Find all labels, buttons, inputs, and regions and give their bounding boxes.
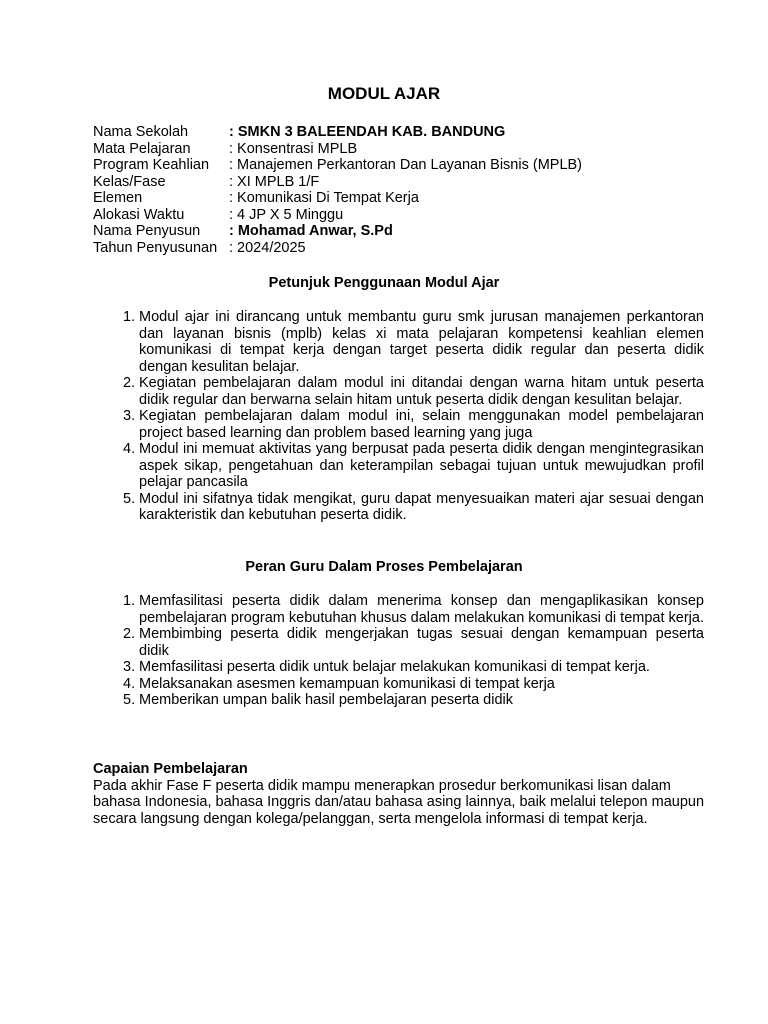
info-value: : Komunikasi Di Tempat Kerja xyxy=(229,190,419,206)
info-label: Program Keahlian xyxy=(93,157,210,173)
list-item xyxy=(93,593,704,626)
capaian-section xyxy=(93,761,713,827)
list-item-text: Memfasilitasi peserta didik untuk belajar melakukan komunikasi di tempat kerja. xyxy=(139,659,650,675)
list-item xyxy=(93,375,704,408)
list-number: 4. xyxy=(123,675,136,692)
list-item-text: Memberikan umpan balik hasil pembelajaran peserta didik xyxy=(139,692,513,708)
list-item xyxy=(93,408,704,441)
list-item xyxy=(93,692,704,709)
list-item-text: Kegiatan pembelajaran dalam modul ini ditandai dengan warna hitam untuk peserta didik regular dan berwarna selain hitam untuk peserta didik dengan kesulitan belajar. xyxy=(139,375,704,408)
info-value: : SMKN 3 BALEENDAH KAB. BANDUNG xyxy=(229,124,506,140)
info-value: : 4 JP X 5 Minggu xyxy=(229,206,344,223)
info-value: : XI MPLB 1/F xyxy=(229,173,320,190)
peran-list xyxy=(93,593,704,709)
list-number: 2. xyxy=(123,626,136,642)
list-item-text: Kegiatan pembelajaran dalam modul ini, selain menggunakan model pembelajaran project based learning dan problem based learning yang juga xyxy=(139,408,704,441)
info-row-year xyxy=(93,240,582,257)
info-value: : Mohamad Anwar, S.Pd xyxy=(229,223,393,239)
info-value: : Manajemen Perkantoran Dan Layanan Bisnis (MPLB) xyxy=(229,157,583,173)
info-label: Alokasi Waktu xyxy=(93,206,185,223)
info-label: Mata Pelajaran xyxy=(93,140,191,157)
info-row-class xyxy=(93,174,582,191)
list-item xyxy=(93,659,704,676)
list-item-text: Memfasilitasi peserta didik dalam menerima konsep dan mengaplikasikan konsep pembelajaran program kebutuhan khusus dalam melakukan komunikasi di tempat kerja. xyxy=(139,593,704,626)
list-item-text: Membimbing peserta didik mengerjakan tugas sesuai dengan kemampuan peserta didik xyxy=(139,626,704,659)
info-row-school xyxy=(93,124,582,141)
list-number: 3. xyxy=(123,659,136,675)
list-number: 1. xyxy=(123,593,136,609)
list-item xyxy=(93,626,704,659)
info-row-subject xyxy=(93,141,582,158)
peran-heading: Peran Guru Dalam Proses Pembelajaran xyxy=(245,559,523,575)
info-label: Kelas/Fase xyxy=(93,173,166,190)
list-item-text: Modul ini sifatnya tidak mengikat, guru dapat menyesuaikan materi ajar sesuai dengan karakteristik dan kebutuhan peserta didik. xyxy=(139,490,704,523)
list-item xyxy=(93,491,704,524)
list-item-text: Melaksanakan asesmen kemampuan komunikasi di tempat kerja xyxy=(139,675,555,692)
info-value: : Konsentrasi MPLB xyxy=(229,140,358,157)
capaian-heading: Capaian Pembelajaran xyxy=(93,761,248,777)
info-label: Elemen xyxy=(93,190,143,206)
list-number: 5. xyxy=(123,490,136,507)
list-number: 1. xyxy=(123,309,136,325)
info-row-program xyxy=(93,157,582,174)
info-row-author xyxy=(93,223,582,240)
info-row-element xyxy=(93,190,582,207)
document-title: MODUL AJAR xyxy=(327,84,441,103)
module-info-table xyxy=(93,124,582,256)
list-number: 3. xyxy=(123,408,136,424)
info-label: Tahun Penyusunan xyxy=(93,239,218,256)
list-number: 4. xyxy=(123,441,136,457)
list-number: 5. xyxy=(123,692,136,708)
list-item xyxy=(93,309,704,375)
info-value: : 2024/2025 xyxy=(229,239,306,256)
list-number: 2. xyxy=(123,375,136,391)
petunjuk-heading: Petunjuk Penggunaan Modul Ajar xyxy=(268,275,500,291)
list-item xyxy=(93,441,704,491)
list-item xyxy=(93,676,704,693)
info-label: Nama Sekolah xyxy=(93,124,189,140)
info-label: Nama Penyusun xyxy=(93,223,201,239)
list-item-text: Modul ini memuat aktivitas yang berpusat pada peserta didik dengan mengintegrasikan aspek sikap, pengetahuan dan keterampilan sebagai tujuan untuk mewujudkan profil pelajar pancasila xyxy=(139,441,704,490)
capaian-text: Pada akhir Fase F peserta didik mampu menerapkan prosedur berkomunikasi lisan dalam bahasa Indonesia, bahasa Inggris dan/atau bahasa asing lainnya, baik melalui telepon maupun secara langsung dengan kolega/pelanggan, serta mengelola informasi di tempat kerja. xyxy=(93,777,705,827)
list-item-text: Modul ajar ini dirancang untuk membantu guru smk jurusan manajemen perkantoran dan layanan bisnis (mplb) kelas xi mata pelajaran kompetensi keahlian elemen komunikasi di tempat kerja dengan target peserta didik regular dan peserta didik dengan kesulitan belajar. xyxy=(139,309,704,375)
info-row-time xyxy=(93,207,582,224)
petunjuk-list xyxy=(93,309,704,524)
